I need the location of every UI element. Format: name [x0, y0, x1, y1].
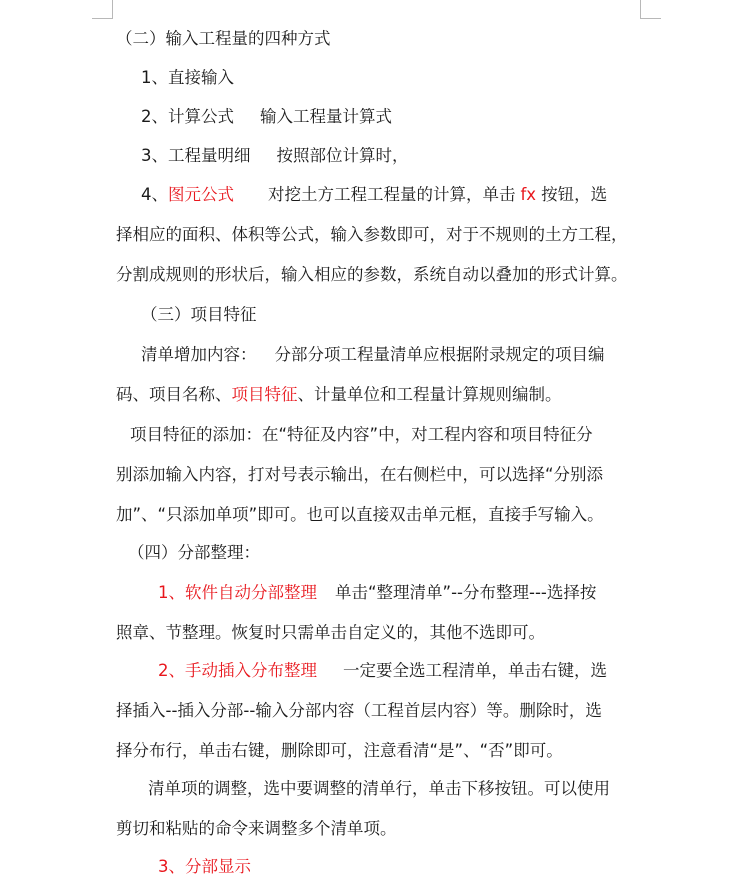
page-corner-mark-right — [640, 0, 661, 19]
subheading-auto-sort: 1、软件自动分部整理 — [158, 583, 317, 602]
text-run: 、计量单位和工程量计算规则编制。 — [297, 385, 562, 404]
paragraph-line: 择相应的面积、体积等公式，输入参数即可，对于不规则的土方工程， — [116, 225, 628, 244]
list-item-3 — [141, 145, 753, 167]
text-run: 码、项目名称、 — [116, 385, 232, 404]
list-item-3-title: 3、工程量明细 — [141, 146, 251, 165]
paragraph-line: 别添加输入内容，打对号表示输出，在右侧栏中，可以选择“分别添 — [116, 465, 604, 484]
paragraph-line — [158, 582, 753, 604]
paragraph-line — [158, 660, 753, 682]
item-feature-highlight: 项目特征 — [231, 385, 298, 404]
paragraph-line: 剪切和粘贴的命令来调整多个清单项。 — [116, 819, 397, 838]
list-item-4-number: 4、 — [141, 185, 168, 204]
paragraph-line: 清单项的调整，选中要调整的清单行，单击下移按钮。可以使用 — [148, 779, 610, 798]
list-item-4 — [141, 184, 753, 206]
paragraph-line: 照章、节整理。恢复时只需单击自定义的，其他不选即可。 — [116, 623, 545, 642]
list-item-2-title: 2、计算公式 — [141, 107, 234, 126]
paragraph-line — [141, 344, 753, 366]
text-run: 单击“整理清单”--分布整理---选择按 — [335, 583, 597, 602]
paragraph-line: 择插入--插入分部--输入分部内容（工程首层内容）等。删除时，选 — [116, 701, 602, 720]
list-item-2 — [141, 106, 753, 128]
list-item-4-title: 图元公式 — [168, 185, 234, 204]
fx-label: fx — [520, 185, 537, 204]
paragraph-line — [116, 384, 753, 406]
heading-section-3: （三）项目特征 — [141, 305, 257, 324]
list-item-2-desc: 输入工程量计算式 — [260, 107, 392, 126]
paragraph-line: 分割成规则的形状后，输入相应的参数，系统自动以叠加的形式计算。 — [116, 265, 628, 284]
list-item-4-desc: 对挖土方工程工程量的计算，单击 — [268, 185, 516, 204]
paragraph-line: 项目特征的添加：在“特征及内容”中，对工程内容和项目特征分 — [130, 425, 593, 444]
list-item-3-desc: 按照部位计算时， — [276, 146, 409, 165]
list-item-4-desc-end: 按钮，选 — [541, 185, 608, 204]
list-item-1: 1、直接输入 — [141, 68, 234, 87]
heading-section-2: （二）输入工程量的四种方式 — [116, 29, 331, 48]
heading-section-4: （四）分部整理： — [128, 543, 260, 562]
list-label: 清单增加内容： — [141, 345, 257, 364]
text-run: 一定要全选工程清单，单击右键，选 — [343, 661, 607, 680]
subheading-manual-insert: 2、手动插入分布整理 — [158, 661, 317, 680]
paragraph-line: 加”、“只添加单项”即可。也可以直接双击单元框，直接手写输入。 — [116, 505, 604, 524]
paragraph-line: 择分布行，单击右键，删除即可，注意看清“是”、“否”即可。 — [116, 741, 563, 760]
page-corner-mark-left — [92, 0, 113, 19]
list-desc: 分部分项工程量清单应根据附录规定的项目编 — [274, 345, 605, 364]
subheading-section-display: 3、分部显示 — [158, 857, 251, 876]
